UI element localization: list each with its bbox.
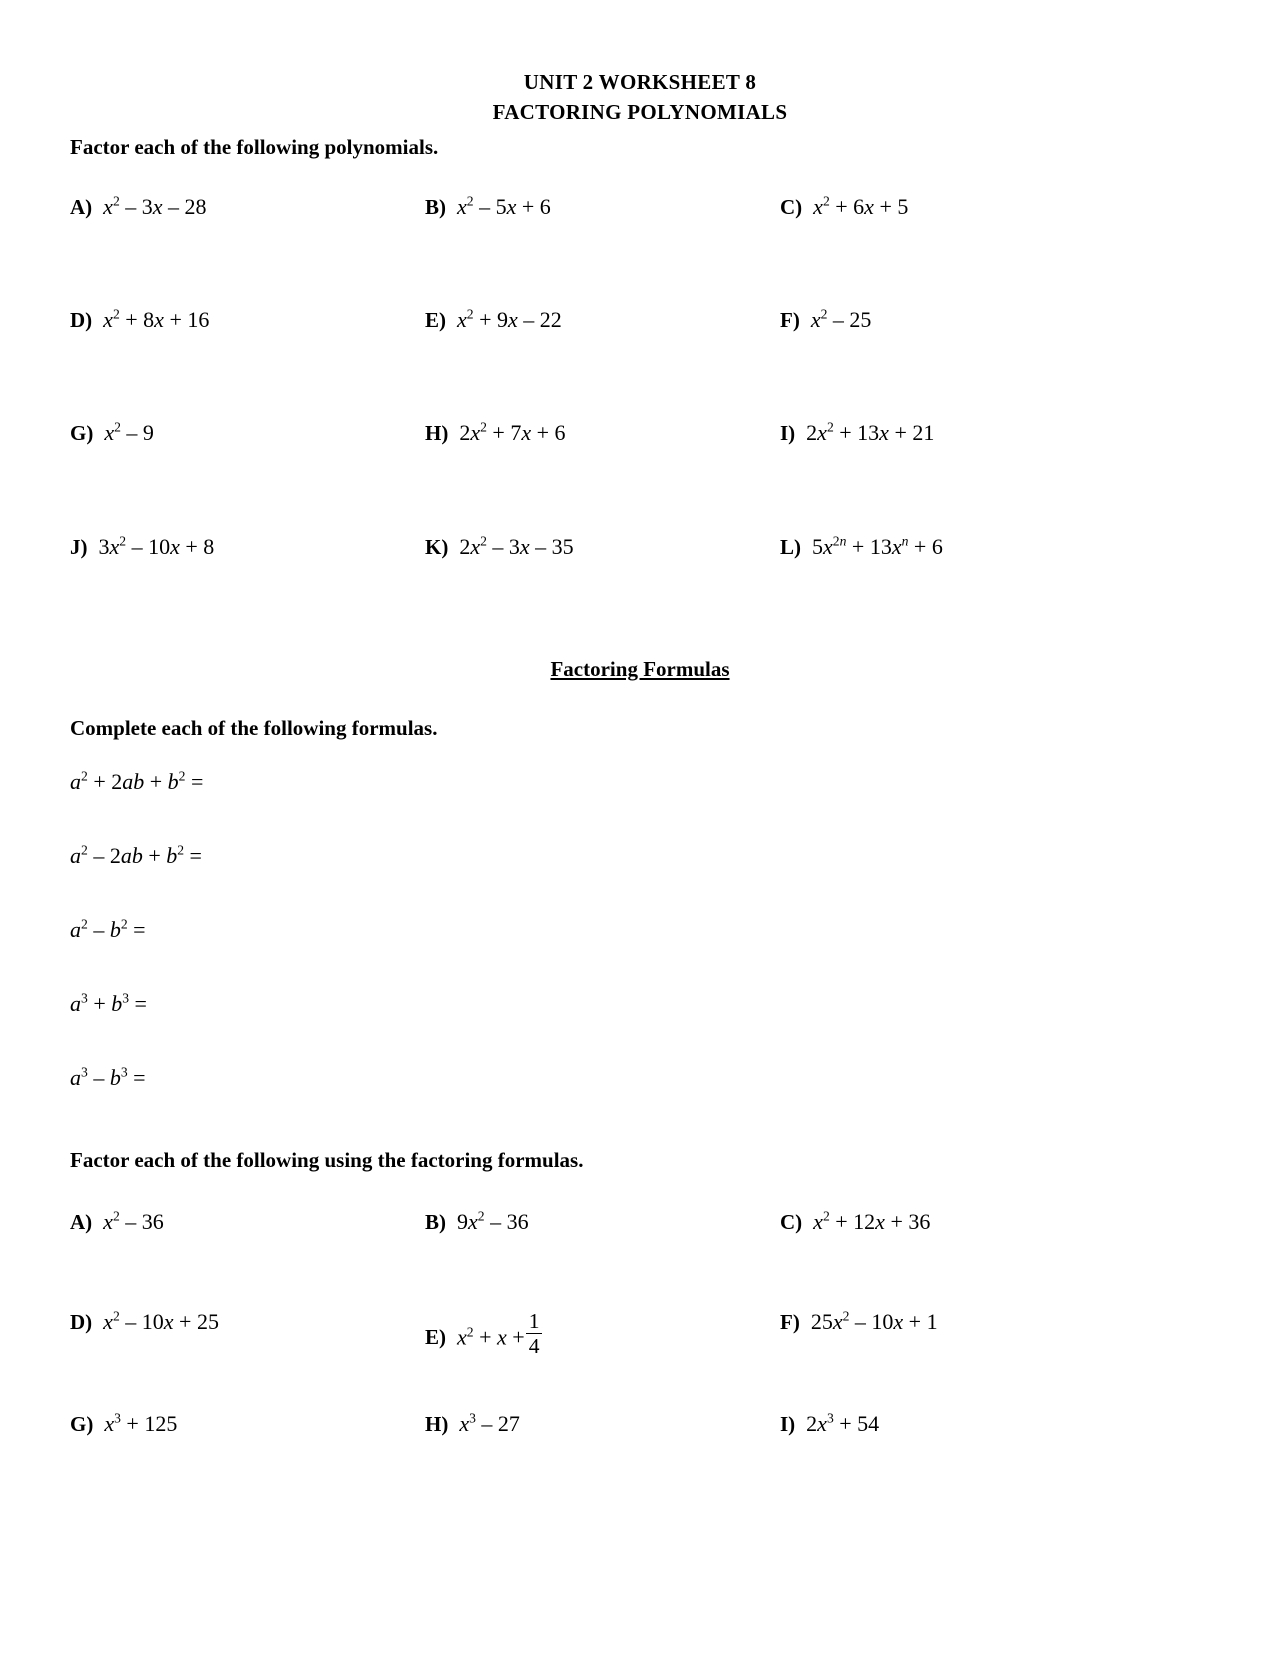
problem-label: I) xyxy=(780,420,796,445)
problem-label: B) xyxy=(425,194,446,219)
problem-item-i xyxy=(780,1412,1080,1437)
problem-label: D) xyxy=(70,307,93,332)
problem-grid-section-3 xyxy=(0,1175,1280,1492)
formula-expression: $a^3 + b^3$ = xyxy=(70,990,147,1017)
problem-item-l xyxy=(780,535,1080,560)
problem-item-a xyxy=(70,195,425,220)
problem-label: E) xyxy=(425,1325,446,1350)
fraction-one-quarter xyxy=(526,1310,543,1358)
problem-item-d xyxy=(70,1310,425,1335)
formula-item xyxy=(70,843,1280,917)
problem-label: H) xyxy=(425,420,449,445)
fraction-numerator: 1 xyxy=(528,1308,540,1333)
problem-expression: $2x^2 - 3x - 35$ xyxy=(459,533,574,559)
problem-item-e xyxy=(425,308,780,333)
problem-item-f xyxy=(780,308,1080,333)
problem-item-c xyxy=(780,195,1080,220)
problem-expression: $x^3 + 125$ xyxy=(104,1410,178,1436)
problem-row xyxy=(70,535,1250,635)
problem-expression: $x^2 + x$ + $\frac{1}{4}$ xyxy=(457,1310,542,1358)
problem-label: B) xyxy=(425,1209,446,1234)
section-heading-text: Factoring Formulas xyxy=(550,656,730,681)
problem-row xyxy=(70,195,1250,308)
instruction-factor-polynomials: Factor each of the following polynomials. xyxy=(70,134,439,159)
problem-expression: $x^2 + 6x + 5$ xyxy=(813,193,909,219)
section-heading-factoring-formulas xyxy=(0,635,1280,682)
problem-item-g xyxy=(70,421,425,446)
problem-row xyxy=(70,1412,1250,1492)
problem-expression: $x^3 - 27$ xyxy=(459,1410,520,1436)
formula-item xyxy=(70,991,1280,1065)
problem-label: G) xyxy=(70,1411,94,1436)
problem-item-b xyxy=(425,1210,780,1235)
problem-label: F) xyxy=(780,307,800,332)
problem-grid-section-1 xyxy=(0,161,1280,635)
problem-row xyxy=(70,1210,1250,1310)
problem-item-b xyxy=(425,195,780,220)
problem-item-d xyxy=(70,308,425,333)
problem-item-j xyxy=(70,535,425,560)
problem-label: G) xyxy=(70,420,94,445)
title-line-1: UNIT 2 WORKSHEET 8 xyxy=(523,70,757,94)
formula-item xyxy=(70,917,1280,991)
problem-label: J) xyxy=(70,534,88,559)
problem-expression: $x^2 + 12x + 36$ xyxy=(813,1208,931,1234)
problem-expression: $x^2 - 25$ xyxy=(810,306,872,332)
problem-expression: $x^2 - 9$ xyxy=(104,419,154,445)
problem-item-g xyxy=(70,1412,425,1437)
problem-label: L) xyxy=(780,534,801,559)
formula-item xyxy=(70,769,1280,843)
problem-label: C) xyxy=(780,194,803,219)
instruction-complete-formulas: Complete each of the following formulas. xyxy=(70,715,438,740)
title-line-2: FACTORING POLYNOMIALS xyxy=(492,99,788,124)
problem-label: D) xyxy=(70,1309,93,1334)
formula-list xyxy=(0,742,1280,1125)
formula-expression: $a^2 - b^2$ = xyxy=(70,916,146,943)
problem-expression: $x^2 + 8x + 16$ xyxy=(103,306,210,332)
problem-expression: $x^2 - 3x - 28$ xyxy=(103,193,207,219)
formula-expression: $a^2 - 2ab + b^2$ = xyxy=(70,842,202,869)
formula-expression: $a^2 + 2ab + b^2$ = xyxy=(70,768,204,795)
problem-item-h xyxy=(425,1412,780,1437)
problem-label: A) xyxy=(70,194,93,219)
problem-label: H) xyxy=(425,1411,449,1436)
problem-item-e xyxy=(425,1310,780,1358)
page-title xyxy=(0,0,1280,128)
problem-expression: $2x^2 + 7x + 6$ xyxy=(459,419,566,445)
problem-expression: $2x^2 + 13x + 21$ xyxy=(806,419,935,445)
problem-expression: $x^2 - 36$ xyxy=(103,1208,164,1234)
formula-item xyxy=(70,1065,1280,1125)
problem-expression: $2x^3 + 54$ xyxy=(806,1410,880,1436)
problem-item-k xyxy=(425,535,780,560)
problem-label: A) xyxy=(70,1209,93,1234)
problem-item-a xyxy=(70,1210,425,1235)
fraction-denominator: 4 xyxy=(528,1334,540,1359)
problem-expression: $9x^2 - 36$ xyxy=(457,1208,529,1234)
problem-label: E) xyxy=(425,307,446,332)
problem-label: C) xyxy=(780,1209,803,1234)
problem-expression: $x^2 - 5x + 6$ xyxy=(457,193,551,219)
problem-expression: $5x^{2n} + 13x^n + 6$ xyxy=(812,533,943,559)
problem-row xyxy=(70,308,1250,421)
problem-item-f xyxy=(780,1310,1080,1335)
instruction-factor-using-formulas: Factor each of the following using the factoring formulas. xyxy=(70,1148,584,1173)
problem-item-c xyxy=(780,1210,1080,1235)
problem-label: F) xyxy=(780,1309,800,1334)
problem-label: K) xyxy=(425,534,449,559)
problem-expression: $3x^2 - 10x + 8$ xyxy=(98,533,215,559)
problem-item-i xyxy=(780,421,1080,446)
problem-label: I) xyxy=(780,1411,796,1436)
problem-expression: $25x^2 - 10x + 1$ xyxy=(810,1308,938,1334)
problem-row xyxy=(70,421,1250,535)
problem-row xyxy=(70,1310,1250,1412)
problem-expression: $x^2 + 9x - 22$ xyxy=(457,306,562,332)
problem-item-h xyxy=(425,421,780,446)
problem-expression: $x^2 - 10x + 25$ xyxy=(103,1308,219,1334)
formula-expression: $a^3 - b^3$ = xyxy=(70,1064,146,1091)
